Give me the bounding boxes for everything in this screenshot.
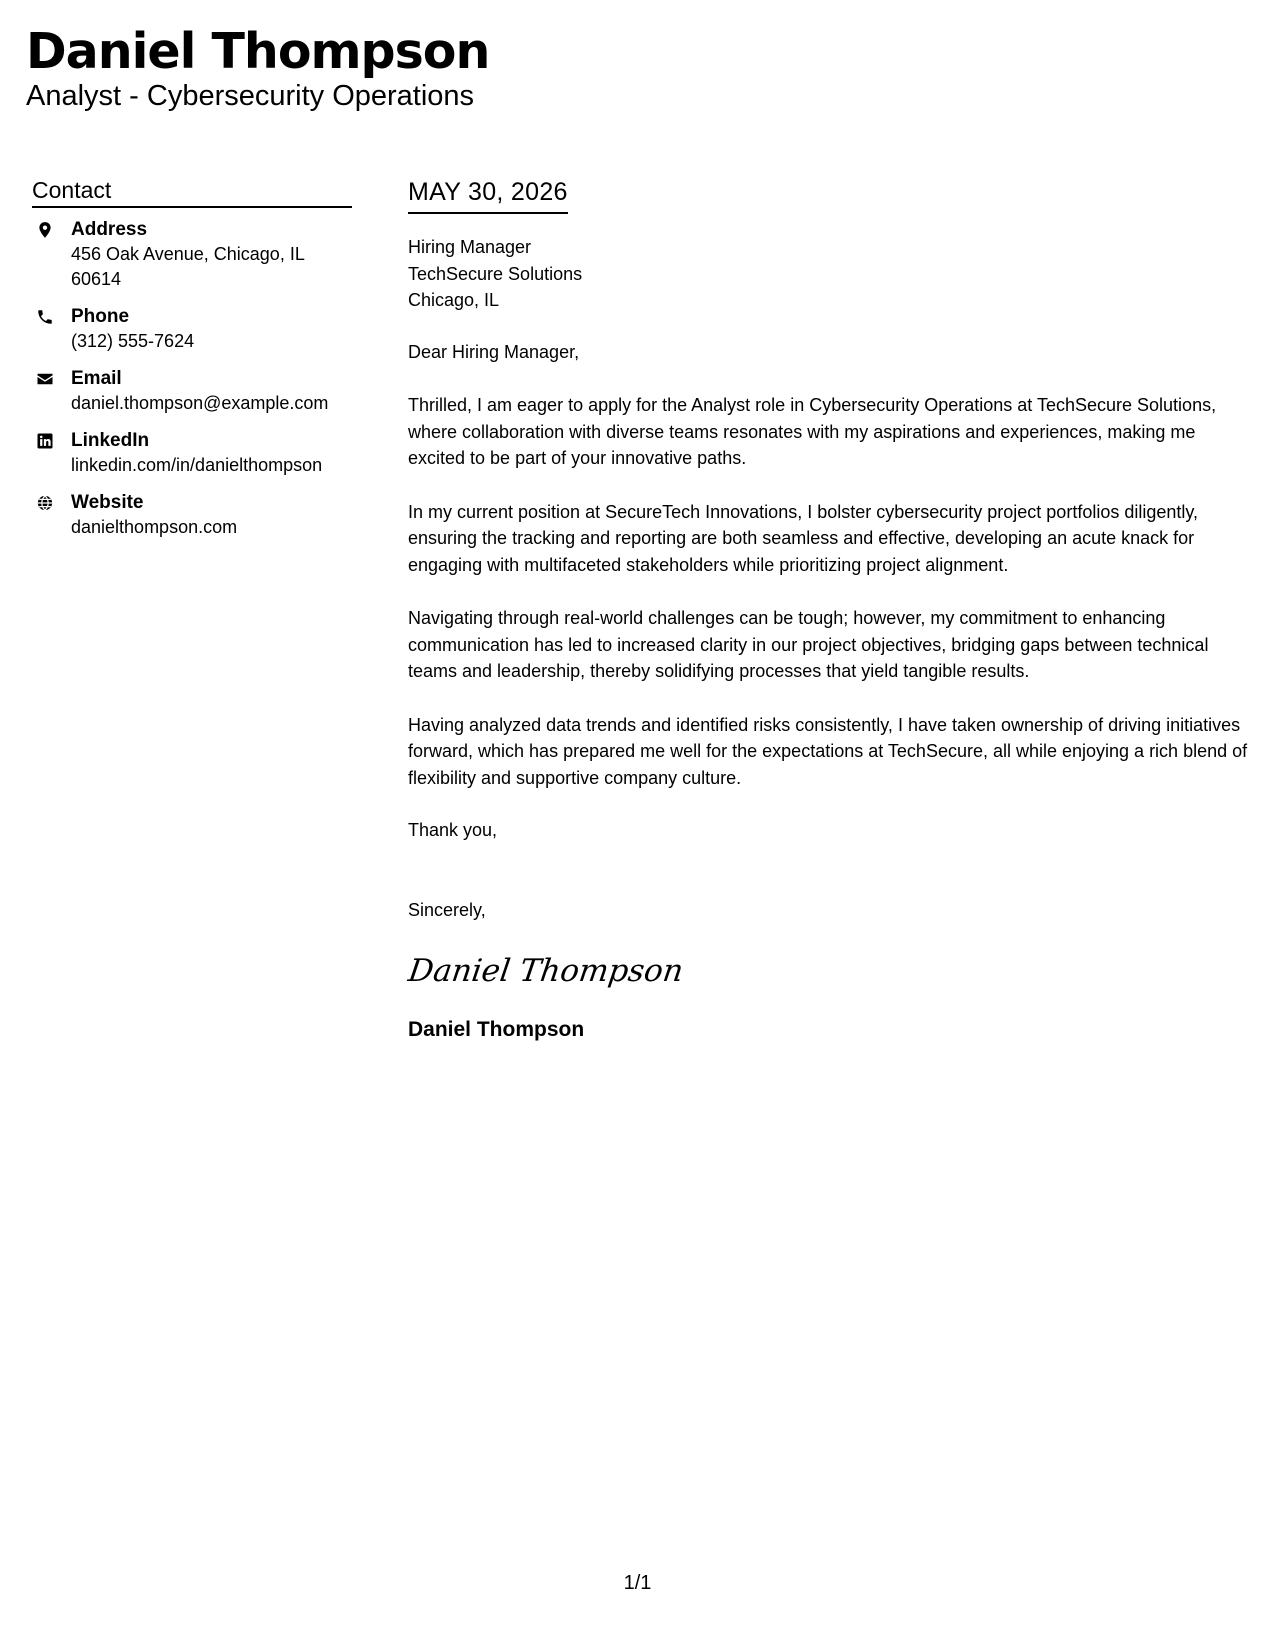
- website-value: danielthompson.com: [71, 517, 238, 537]
- body-paragraph: Navigating through real-world challenges can be tough; however, my commitment to enhancing communication has led to increased clarity in our project objectives, bridging gaps between technical teams and leadership, thereby solidifying processes that yield tangible results.: [408, 608, 1209, 681]
- globe-icon: [36, 494, 54, 512]
- contact-item-email: [32, 367, 352, 416]
- recipient-line: Chicago, IL: [408, 290, 500, 310]
- applicant-title: Analyst - Cybersecurity Operations: [26, 80, 475, 112]
- recipient-block: [408, 234, 1248, 314]
- address-line-2: 60614: [71, 269, 122, 289]
- email-label: Email: [71, 368, 122, 389]
- map-pin-icon: [36, 221, 54, 239]
- recipient-line: Hiring Manager: [408, 237, 532, 257]
- phone-icon: [36, 308, 54, 326]
- letter-header: [26, 22, 489, 113]
- signer-name: Daniel Thompson: [408, 1018, 585, 1041]
- letter-date: MAY 30, 2026: [408, 176, 568, 214]
- linkedin-value: linkedin.com/in/danielthompson: [71, 455, 323, 475]
- linkedin-icon: [36, 432, 54, 450]
- recipient-line: TechSecure Solutions: [408, 263, 583, 284]
- salutation: Dear Hiring Manager,: [408, 341, 580, 362]
- handwritten-signature: [406, 947, 686, 995]
- linkedin-label: LinkedIn: [71, 430, 150, 451]
- closing-line: Sincerely,: [408, 899, 486, 920]
- applicant-name: Daniel Thompson: [26, 23, 490, 80]
- contact-item-linkedin: [32, 429, 352, 478]
- contact-heading: Contact: [32, 176, 352, 208]
- phone-value: (312) 555-7624: [71, 331, 195, 351]
- thanks-line: Thank you,: [408, 820, 498, 840]
- phone-label: Phone: [71, 306, 130, 327]
- svg-text:Daniel Thompson: Daniel Thompson: [406, 953, 686, 989]
- address-line-1: 456 Oak Avenue, Chicago, IL: [71, 244, 305, 264]
- body-paragraph: In my current position at SecureTech Innovations, I bolster cybersecurity project portfolios diligently, ensuring the tracking and reporting are both seamless and effective, developing an acute knack for engaging with multifaceted stakeholders while prioritizing project alignment.: [408, 501, 1199, 575]
- body-paragraph: Having analyzed data trends and identified risks consistently, I have taken ownership of driving initiatives forward, which has prepared me well for the expectations at TechSecure, all while enjoying a rich blend of flexibility and supportive company culture.: [408, 714, 1248, 788]
- website-label: Website: [71, 492, 144, 513]
- envelope-icon: [36, 370, 54, 388]
- contact-sidebar: [32, 176, 352, 553]
- email-value: daniel.thompson@example.com: [71, 393, 329, 413]
- body-paragraph: Thrilled, I am eager to apply for the Analyst role in Cybersecurity Operations at TechSecure Solutions, where collaboration with diverse teams resonates with my aspirations and experiences, making me excited to be part of your innovative paths.: [408, 395, 1217, 468]
- contact-item-address: [32, 218, 352, 292]
- address-label: Address: [71, 219, 148, 240]
- contact-item-website: [32, 491, 352, 540]
- page-number: 1/1: [623, 1572, 652, 1594]
- letter-body: [408, 176, 1248, 1043]
- contact-item-phone: [32, 305, 352, 354]
